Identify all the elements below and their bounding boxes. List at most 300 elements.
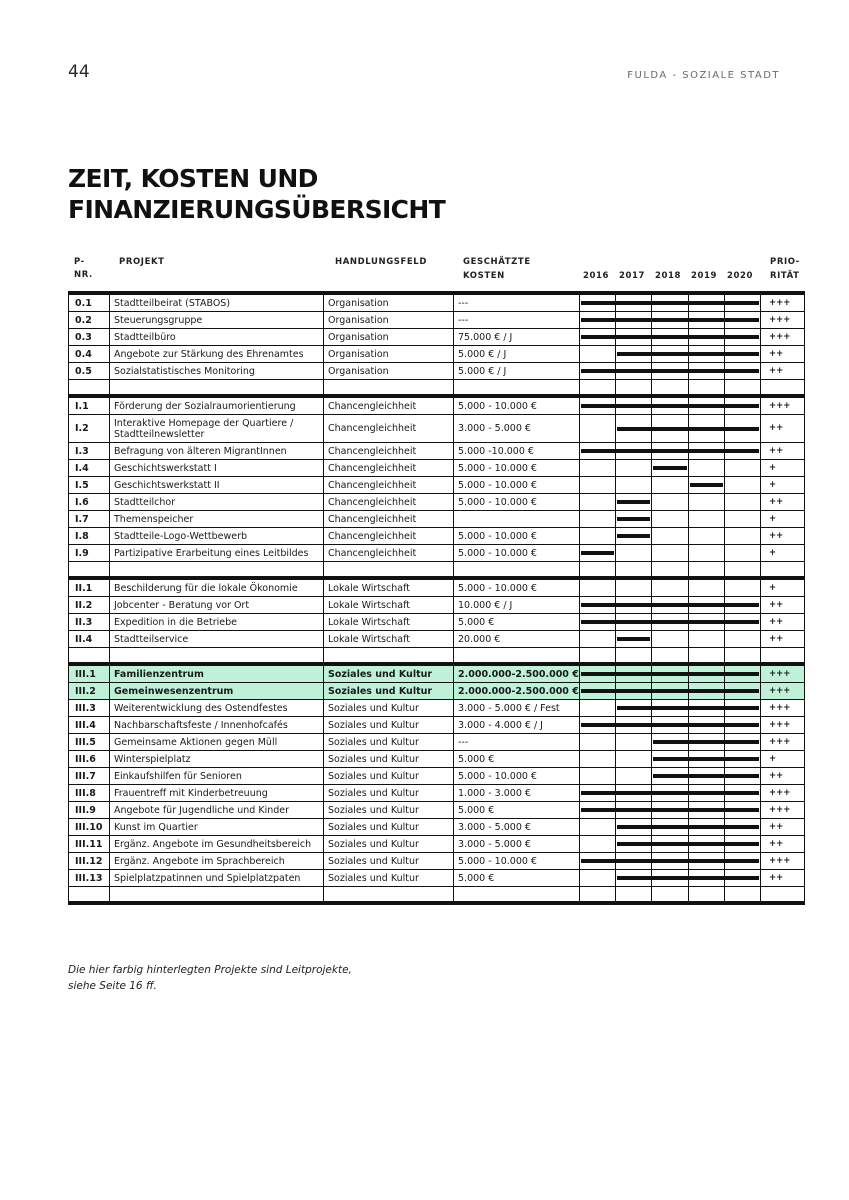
timeline-bar [617, 534, 650, 538]
row-year-2019 [689, 751, 725, 768]
row-kosten: 5.000 € / J [454, 346, 580, 363]
table-row [69, 494, 805, 511]
row-year-2018 [652, 631, 689, 648]
row-projekt: Stadtteilservice [110, 631, 324, 648]
row-kosten: 5.000 € [454, 802, 580, 819]
section-spacer-row [69, 380, 805, 397]
row-year-2020 [725, 545, 761, 562]
row-year-2019 [689, 597, 725, 614]
row-prioritaet: ++ [761, 494, 805, 511]
row-year-2018 [652, 870, 689, 887]
table-row [69, 460, 805, 477]
timeline-bar [581, 449, 616, 453]
row-prioritaet: + [761, 511, 805, 528]
row-year-2018 [652, 751, 689, 768]
row-pnr: III.3 [69, 700, 110, 717]
row-projekt: Einkaufshilfen für Senioren [110, 768, 324, 785]
row-projekt: Geschichtswerkstatt II [110, 477, 324, 494]
row-year-2018 [652, 363, 689, 380]
row-year-2017 [616, 802, 652, 819]
row-year-2016 [580, 346, 616, 363]
timeline-bar [725, 876, 760, 880]
timeline-bar [581, 301, 616, 305]
row-projekt: Gemeinsame Aktionen gegen Müll [110, 734, 324, 751]
row-year-2020 [725, 415, 761, 443]
timeline-bar [725, 427, 760, 431]
spacer-cell [761, 887, 805, 904]
timeline-bar [581, 318, 616, 322]
row-year-2017 [616, 717, 652, 734]
timeline-bar [689, 740, 725, 744]
table-row [69, 477, 805, 494]
row-year-2018 [652, 415, 689, 443]
row-prioritaet: ++ [761, 836, 805, 853]
spacer-cell [652, 380, 689, 397]
timeline-bar [652, 603, 689, 607]
table-row [69, 443, 805, 460]
row-projekt: Frauentreff mit Kinderbetreuung [110, 785, 324, 802]
row-year-2019 [689, 494, 725, 511]
row-year-2018 [652, 734, 689, 751]
row-year-2018 [652, 443, 689, 460]
row-year-2018 [652, 494, 689, 511]
row-year-2019 [689, 363, 725, 380]
timeline-bar [616, 672, 652, 676]
header-kosten-2: KOSTEN [463, 271, 505, 281]
row-year-2016 [580, 683, 616, 700]
row-year-2016 [580, 363, 616, 380]
row-year-2018 [652, 683, 689, 700]
spacer-cell [580, 380, 616, 397]
row-year-2016 [580, 329, 616, 346]
row-prioritaet: +++ [761, 683, 805, 700]
row-kosten: --- [454, 734, 580, 751]
row-kosten: 5.000 - 10.000 € [454, 494, 580, 511]
row-pnr: III.10 [69, 819, 110, 836]
timeline-bar [581, 603, 616, 607]
row-year-2019 [689, 477, 725, 494]
row-year-2016 [580, 802, 616, 819]
spacer-cell [69, 380, 110, 397]
timeline-bar [689, 369, 725, 373]
row-kosten: 3.000 - 4.000 € / J [454, 717, 580, 734]
timeline-bar [652, 318, 689, 322]
row-pnr: III.9 [69, 802, 110, 819]
row-kosten: 5.000 € / J [454, 363, 580, 380]
timeline-bar [689, 774, 725, 778]
row-year-2017 [616, 836, 652, 853]
row-projekt: Angebote für Jugendliche und Kinder [110, 802, 324, 819]
row-year-2016 [580, 494, 616, 511]
row-kosten [454, 511, 580, 528]
timeline-bar [616, 689, 652, 693]
row-prioritaet: +++ [761, 802, 805, 819]
spacer-cell [761, 562, 805, 579]
row-year-2019 [689, 683, 725, 700]
timeline-bar [725, 689, 760, 693]
timeline-bar [689, 318, 725, 322]
timeline-bar [616, 808, 652, 812]
row-year-2019 [689, 631, 725, 648]
row-kosten: 3.000 - 5.000 € [454, 819, 580, 836]
timeline-bar [725, 774, 760, 778]
row-year-2016 [580, 717, 616, 734]
table-row [69, 819, 805, 836]
row-year-2020 [725, 477, 761, 494]
spacer-cell [324, 562, 454, 579]
row-year-2019 [689, 578, 725, 597]
timeline-bar [652, 369, 689, 373]
row-year-2016 [580, 870, 616, 887]
table-row [69, 545, 805, 562]
row-handlungsfeld: Chancengleichheit [324, 396, 454, 415]
row-year-2018 [652, 545, 689, 562]
timeline-bar [616, 449, 652, 453]
row-year-2017 [616, 734, 652, 751]
row-handlungsfeld: Soziales und Kultur [324, 853, 454, 870]
row-year-2020 [725, 597, 761, 614]
timeline-bar [725, 808, 760, 812]
row-prioritaet: +++ [761, 785, 805, 802]
row-year-2018 [652, 664, 689, 683]
spacer-cell [454, 380, 580, 397]
timeline-bar [617, 427, 652, 431]
row-year-2016 [580, 785, 616, 802]
row-year-2016 [580, 578, 616, 597]
timeline-bar [581, 808, 616, 812]
spacer-cell [580, 562, 616, 579]
table-row [69, 734, 805, 751]
table-row [69, 683, 805, 700]
row-prioritaet: +++ [761, 312, 805, 329]
row-year-2016 [580, 597, 616, 614]
row-pnr: 0.5 [69, 363, 110, 380]
row-handlungsfeld: Lokale Wirtschaft [324, 614, 454, 631]
row-pnr: III.5 [69, 734, 110, 751]
timeline-bar [725, 842, 760, 846]
row-pnr: III.4 [69, 717, 110, 734]
header-year-2020: 2020 [726, 271, 754, 281]
row-handlungsfeld: Lokale Wirtschaft [324, 597, 454, 614]
timeline-bar [689, 706, 725, 710]
timeline-bar [581, 723, 616, 727]
row-kosten: 5.000 - 10.000 € [454, 477, 580, 494]
row-pnr: I.4 [69, 460, 110, 477]
row-year-2020 [725, 396, 761, 415]
timeline-bar [653, 740, 689, 744]
footnote-line-1: Die hier farbig hinterlegten Projekte sind Leitprojekte, [68, 964, 352, 976]
row-projekt: Partizipative Erarbeitung eines Leitbildes [110, 545, 324, 562]
row-kosten: 3.000 - 5.000 € [454, 836, 580, 853]
row-prioritaet: ++ [761, 346, 805, 363]
row-pnr: I.7 [69, 511, 110, 528]
timeline-bar [617, 352, 652, 356]
header-kosten-1: GESCHÄTZTE [463, 257, 531, 267]
row-year-2017 [616, 443, 652, 460]
row-projekt: Familienzentrum [110, 664, 324, 683]
row-year-2017 [616, 528, 652, 545]
row-year-2020 [725, 460, 761, 477]
timeline-bar [616, 603, 652, 607]
timeline-bar [581, 369, 616, 373]
timeline-bar [725, 603, 760, 607]
timeline-bar [581, 859, 616, 863]
row-year-2020 [725, 853, 761, 870]
spacer-cell [616, 380, 652, 397]
row-pnr: III.13 [69, 870, 110, 887]
row-year-2016 [580, 293, 616, 312]
row-year-2016 [580, 477, 616, 494]
timeline-bar [689, 757, 725, 761]
row-year-2020 [725, 700, 761, 717]
row-year-2019 [689, 717, 725, 734]
table-row [69, 664, 805, 683]
spacer-cell [652, 887, 689, 904]
row-year-2016 [580, 312, 616, 329]
row-year-2016 [580, 836, 616, 853]
table-row [69, 768, 805, 785]
row-year-2020 [725, 664, 761, 683]
row-prioritaet: + [761, 751, 805, 768]
row-projekt: Stadtteilbüro [110, 329, 324, 346]
row-year-2020 [725, 363, 761, 380]
row-pnr: III.11 [69, 836, 110, 853]
row-year-2018 [652, 477, 689, 494]
timeline-bar [725, 301, 760, 305]
spacer-cell [725, 887, 761, 904]
spacer-cell [324, 648, 454, 665]
spacer-cell [69, 887, 110, 904]
header-year-2017: 2017 [618, 271, 646, 281]
timeline-bar [689, 876, 725, 880]
table-row [69, 293, 805, 312]
spacer-cell [652, 562, 689, 579]
spacer-cell [725, 562, 761, 579]
title-line-2: FINANZIERUNGSÜBERSICHT [68, 195, 446, 224]
row-handlungsfeld: Chancengleichheit [324, 460, 454, 477]
row-handlungsfeld: Lokale Wirtschaft [324, 631, 454, 648]
row-year-2017 [616, 346, 652, 363]
table-row [69, 329, 805, 346]
timeline-bar [581, 404, 616, 408]
row-projekt: Sozialstatistisches Monitoring [110, 363, 324, 380]
row-pnr: 0.2 [69, 312, 110, 329]
timeline-bar [689, 723, 725, 727]
timeline-bar [725, 404, 760, 408]
row-handlungsfeld: Chancengleichheit [324, 511, 454, 528]
header-prio-1: PRIO- [770, 257, 800, 267]
row-year-2016 [580, 545, 616, 562]
row-year-2019 [689, 312, 725, 329]
timeline-bar [689, 842, 725, 846]
timeline-bar [652, 723, 689, 727]
timeline-bar [617, 706, 652, 710]
row-year-2017 [616, 477, 652, 494]
row-year-2018 [652, 836, 689, 853]
footnote [68, 962, 352, 994]
row-year-2019 [689, 545, 725, 562]
row-kosten: 5.000 - 10.000 € [454, 545, 580, 562]
section-spacer-row [69, 648, 805, 665]
row-year-2018 [652, 785, 689, 802]
row-pnr: III.2 [69, 683, 110, 700]
row-year-2020 [725, 785, 761, 802]
row-pnr: II.1 [69, 578, 110, 597]
row-year-2020 [725, 511, 761, 528]
row-year-2019 [689, 614, 725, 631]
header-pnr: P-NR. [74, 257, 93, 280]
row-handlungsfeld: Organisation [324, 312, 454, 329]
timeline-bar [581, 689, 616, 693]
row-year-2018 [652, 396, 689, 415]
spacer-cell [616, 648, 652, 665]
row-year-2020 [725, 346, 761, 363]
timeline-bar [617, 517, 650, 521]
row-pnr: III.8 [69, 785, 110, 802]
timeline-bar [689, 689, 725, 693]
row-year-2017 [616, 819, 652, 836]
timeline-bar [725, 620, 760, 624]
row-handlungsfeld: Lokale Wirtschaft [324, 578, 454, 597]
row-handlungsfeld: Organisation [324, 293, 454, 312]
spacer-cell [110, 562, 324, 579]
row-pnr: II.3 [69, 614, 110, 631]
table-row [69, 751, 805, 768]
timeline-bar [689, 825, 725, 829]
row-year-2017 [616, 853, 652, 870]
row-year-2019 [689, 768, 725, 785]
spacer-cell [580, 887, 616, 904]
row-year-2016 [580, 528, 616, 545]
row-kosten: 5.000 € [454, 614, 580, 631]
timeline-bar [725, 791, 760, 795]
row-year-2018 [652, 597, 689, 614]
timeline-bar [725, 318, 760, 322]
row-year-2020 [725, 836, 761, 853]
row-year-2017 [616, 664, 652, 683]
spacer-cell [652, 648, 689, 665]
row-projekt: Themenspeicher [110, 511, 324, 528]
timeline-bar [689, 859, 725, 863]
row-year-2017 [616, 578, 652, 597]
timeline-bar [689, 427, 725, 431]
row-projekt: Ergänz. Angebote im Gesundheitsbereich [110, 836, 324, 853]
row-year-2020 [725, 751, 761, 768]
row-year-2020 [725, 614, 761, 631]
timeline-bar [725, 825, 760, 829]
row-year-2016 [580, 415, 616, 443]
timeline-bar [616, 369, 652, 373]
timeline-bar [581, 620, 616, 624]
row-pnr: I.5 [69, 477, 110, 494]
row-year-2017 [616, 631, 652, 648]
row-year-2017 [616, 614, 652, 631]
spacer-cell [761, 380, 805, 397]
row-year-2019 [689, 853, 725, 870]
timeline-bar [652, 706, 689, 710]
row-year-2019 [689, 460, 725, 477]
timeline-bar [652, 689, 689, 693]
row-year-2020 [725, 329, 761, 346]
running-head: FULDA - SOZIALE STADT [627, 70, 780, 81]
row-year-2018 [652, 528, 689, 545]
row-handlungsfeld: Chancengleichheit [324, 415, 454, 443]
row-year-2019 [689, 785, 725, 802]
row-kosten: 5.000 -10.000 € [454, 443, 580, 460]
table-row [69, 597, 805, 614]
timeline-bar [617, 825, 652, 829]
row-year-2019 [689, 293, 725, 312]
row-year-2020 [725, 494, 761, 511]
row-prioritaet: +++ [761, 664, 805, 683]
timeline-bar [689, 808, 725, 812]
row-prioritaet: ++ [761, 443, 805, 460]
row-year-2018 [652, 802, 689, 819]
header-year-2016: 2016 [582, 271, 610, 281]
row-projekt: Befragung von älteren MigrantInnen [110, 443, 324, 460]
row-year-2017 [616, 870, 652, 887]
row-pnr: II.4 [69, 631, 110, 648]
spacer-cell [324, 887, 454, 904]
table-row [69, 802, 805, 819]
row-pnr: I.2 [69, 415, 110, 443]
row-handlungsfeld: Chancengleichheit [324, 528, 454, 545]
timeline-bar [581, 335, 616, 339]
timeline-bar [689, 335, 725, 339]
timeline-bar [616, 335, 652, 339]
row-handlungsfeld: Soziales und Kultur [324, 734, 454, 751]
row-prioritaet: +++ [761, 734, 805, 751]
row-handlungsfeld: Soziales und Kultur [324, 700, 454, 717]
row-year-2017 [616, 494, 652, 511]
row-prioritaet: ++ [761, 597, 805, 614]
row-year-2017 [616, 396, 652, 415]
timeline-bar [725, 352, 760, 356]
row-year-2017 [616, 511, 652, 528]
row-year-2018 [652, 768, 689, 785]
row-year-2020 [725, 768, 761, 785]
row-year-2017 [616, 293, 652, 312]
row-year-2016 [580, 631, 616, 648]
row-year-2018 [652, 329, 689, 346]
row-year-2020 [725, 631, 761, 648]
row-projekt: Nachbarschaftsfeste / Innenhofcafés [110, 717, 324, 734]
row-pnr: 0.3 [69, 329, 110, 346]
table-row [69, 528, 805, 545]
row-handlungsfeld: Soziales und Kultur [324, 819, 454, 836]
timeline-bar [652, 352, 689, 356]
timeline-bar [652, 825, 689, 829]
timeline-bar [581, 672, 616, 676]
timeline-bar [652, 672, 689, 676]
row-pnr: I.6 [69, 494, 110, 511]
row-handlungsfeld: Chancengleichheit [324, 443, 454, 460]
timeline-bar [689, 449, 725, 453]
row-year-2019 [689, 443, 725, 460]
row-projekt: Gemeinwesenzentrum [110, 683, 324, 700]
timeline-bar [725, 335, 760, 339]
timeline-bar [616, 404, 652, 408]
row-prioritaet: ++ [761, 768, 805, 785]
timeline-bar [689, 672, 725, 676]
row-projekt: Expedition in die Betriebe [110, 614, 324, 631]
row-year-2020 [725, 802, 761, 819]
row-year-2016 [580, 768, 616, 785]
table-row [69, 312, 805, 329]
timeline-bar [725, 706, 760, 710]
row-projekt: Weiterentwicklung des Ostendfestes [110, 700, 324, 717]
row-year-2019 [689, 734, 725, 751]
